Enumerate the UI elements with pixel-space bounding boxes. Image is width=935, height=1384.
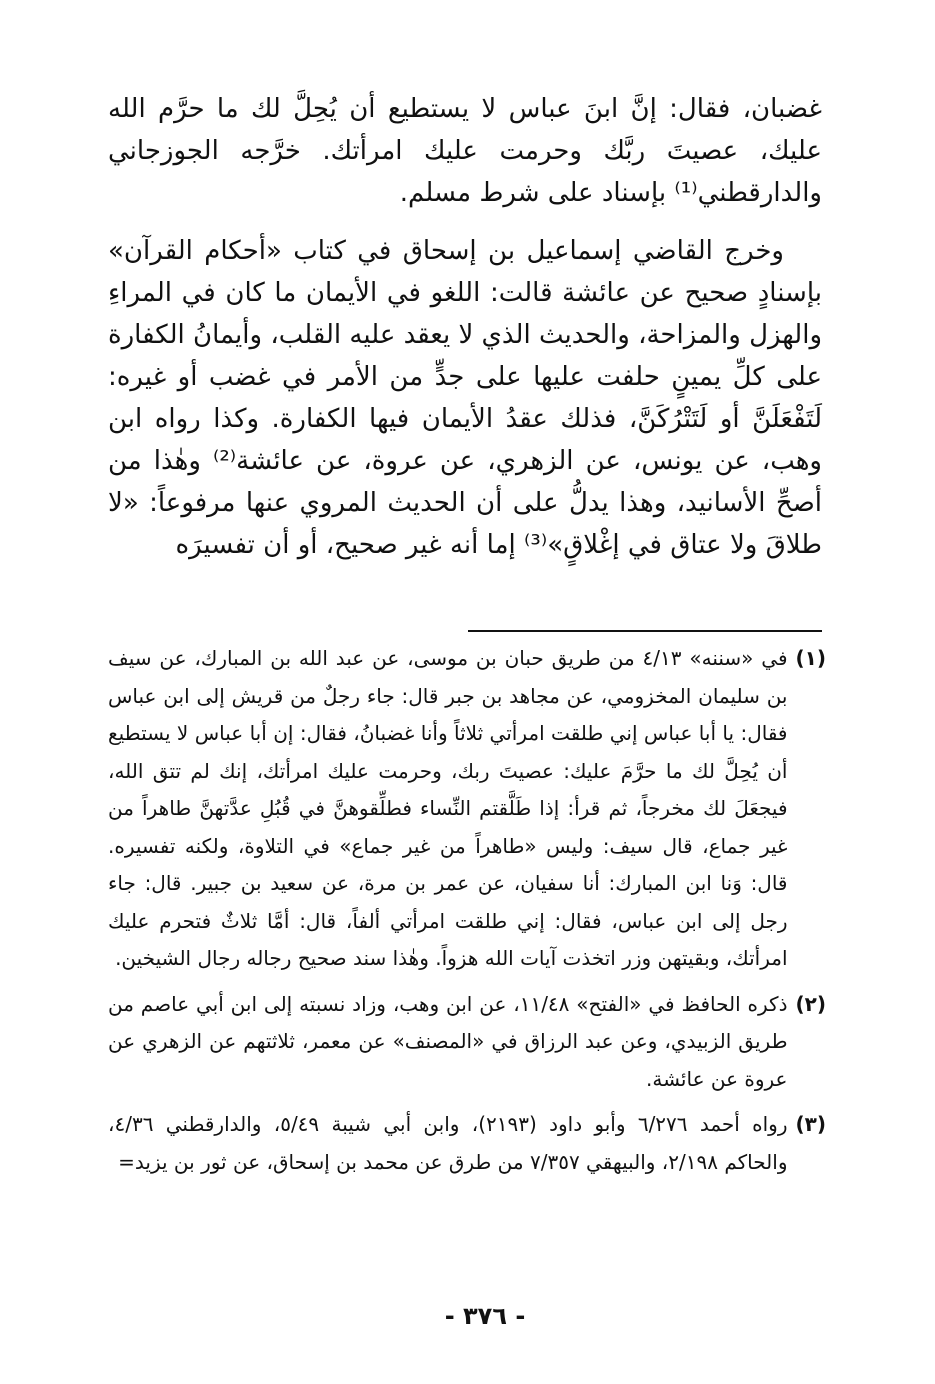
footnote-text: ذكره الحافظ في «الفتح» ١١/٤٨، عن ابن وهب، وزاد نسبته إلى ابن أبي عاصم من طريق الزبيدي، وعن عبد الرزاق في «المصنف» عن معمر، ثلاثتهم عن الزهري عن عروة عن عائشة. [108,991,788,1091]
page-number: - ٣٧٦ - [444,1302,526,1330]
footnote-number: (٢) [795,991,826,1016]
footnote-2 [108,986,826,1099]
footnote-number: (١) [795,646,826,670]
main-paragraph-1: غضبان، فقال: إنَّ ابنَ عباس لا يستطيع أن يُحِلَّ لك ما حرَّم الله عليك، عصيتَ ربَّك وحرمت عليك امرأتك. خرَّجه الجوزجاني والدارقطني⁽¹⁾ بإسناد على شرط مسلم. [108,94,822,208]
footnote-number: (٣) [795,1112,826,1136]
footnote-separator [468,630,822,632]
footnote-3 [108,1106,826,1181]
footnote-text: رواه أحمد ٦/٢٧٦ وأبو داود (٢١٩٣)، وابن أبي شيبة ٥/٤٩، والدارقطني ٤/٣٦، والحاكم ٢/١٩٨، والبيهقي ٧/٣٥٧ من طرق عن محمد بن إسحاق، عن ثور بن يزيد= [108,1112,788,1174]
footnotes [108,640,826,1189]
main-paragraph-2: وخرج القاضي إسماعيل بن إسحاق في كتاب «أحكام القرآن» بإسنادٍ صحيح عن عائشة قالت: اللغو في الأيمان ما كان في المراءِ والهزل والمزاحة، والحديث الذي لا يعقد عليه القلب، وأيمانُ الكفارة على كلِّ يمينٍ حلفت عليها على جدٍّ من الأمر في غضب أو غيره: لَتَفْعَلَنَّ أو لَتَتْرُكَنَّ، فذلك عقدُ الأيمان فيها الكفارة. وكذا رواه ابن وهب، عن يونس، عن الزهري، عن عروة، عن عائشة⁽²⁾ وهٰذا من أصحِّ الأسانيد، وهذا يدلُّ على أن الحديث المروي عنها مرفوعاً: «لا طلاقَ ولا عتاق في إغْلاقٍ»⁽³⁾ إما أنه غير صحيح، أو أن تفسيرَه [107,236,822,560]
main-text [108,88,822,566]
footnote-1 [108,640,826,978]
footnote-text: في «سننه» ٤/١٣ من طريق حبان بن موسى، عن عبد الله بن المبارك، عن سيف بن سليمان المخزومي، عن مجاهد بن جبر قال: جاء رجلٌ من قريش إلى ابن عباس فقال: يا أبا عباس إني طلقت امرأتي ثلاثاً وأنا غضبانُ، فقال: إن أبا عباس لا يستطيع أن يُحِلَّ لك ما حرَّمَ عليك: عصيتَ ربك، وحرمت عليك امرأتك، إنك لم تتق الله، فيجعَلَ لك مخرجاً، ثم قرأ: إذا طَلَّقتم النِّساء فطلِّقوهنَّ في قُبُلِ عدَّتهنَّ طاهراً من غير جماع، قال سيف: وليس «طاهراً من غير جماع» في التلاوة، ولكنه تفسيره. قال: وَنا ابن المبارك: أنا سفيان، عن عمر بن مرة، عن سعيد بن جبير. قال: جاء رجل إلى ابن عباس، فقال: إني طلقت امرأتي ألفاً، قال: أمَّا ثلاثٌ فتحرم عليك امرأتك، وبقيتهن وزر اتخذت آيات الله هزواً. وهٰذا سند صحيح رجاله رجال الشيخين. [108,646,788,970]
